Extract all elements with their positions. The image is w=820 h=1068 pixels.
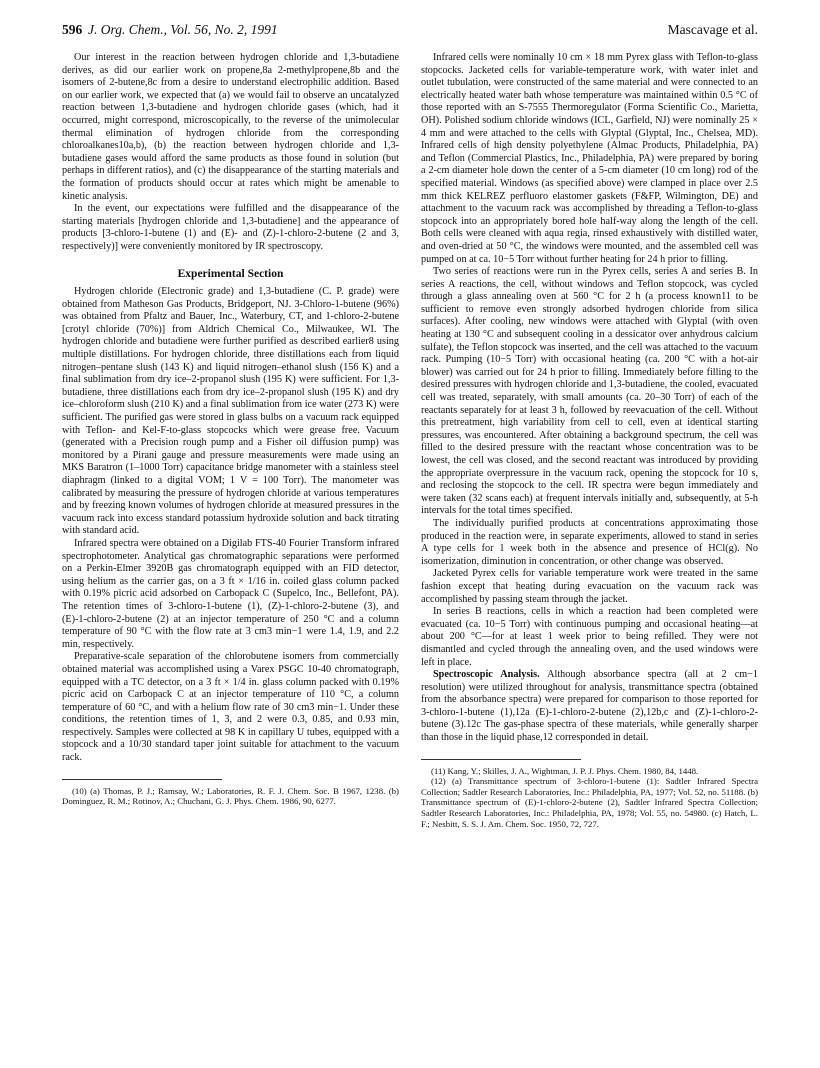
- footnote-12: (12) (a) Transmittance spectrum of 3-chloro-1-butene (1): Sadtler Infrared Spectra Collection; Sadtler Research Laboratories, Inc.: Philadelphia, PA, 1977; Vol. 52, no. 51188. (b) Transmittance spectrum of (E)-1-chloro-2-butene (2), Sadtler Infrared Spectra Collection; Sadtler Research Laboratories, Inc.: Philadelphia, PA, 1978; Vol. 55, no. 54980. (c) Hatch, L. F.; Nesbitt, S. S. J. Am. Chem. Soc. 1950, 72, 727.: [421, 776, 758, 829]
- products-paragraph: The individually purified products at concentrations approximating those produced in the reaction were, in separate experiments, allowed to stand in series A type cells for 1 week both in the absence and presence of HCl(g). No isomerization, diminution in concentration, or other change was observed.: [421, 517, 758, 567]
- experimental-paragraph-3: Preparative-scale separation of the chlorobutene isomers from commercially obtained material was accomplished using a Varex PSGC 10-40 chromatograph, equipped with a TC detector, on a 3 ft × 1/4 in. glass column packed with 0.19% picric acid on Carbopack C at an injector temperature of 110 °C, a column temperature of 60 °C, and with a helium flow rate of 30 cm3 min−1. Under these conditions, the retention times of 1, 3, and 2 were 0.3, 0.85, and 0.93 min, respectively. Samples were collected at 98 K in capillary U tubes, equipped with a stopcock and a 10/30 standard taper joint suitable for attachment to the vacuum rack.: [62, 651, 399, 764]
- intro-paragraph-2: In the event, our expectations were fulfilled and the disappearance of the starting materials [hydrogen chloride and 1,3-butadiene] and the appearance of products [3-chloro-1-butene (1) and (E)- and (Z)-1-chloro-2-butene (2 and 3, respectively)] were conveniently monitored by IR spectroscopy.: [62, 203, 399, 252]
- series-b-paragraph: In series B reactions, cells in which a reaction had been completed were evacuated (ca. 10−5 Torr) with continuous pumping and occasional heating—at about 200 °C—for at least 1 week prior to being refilled. They were not dismantled and cycled through the annealing oven, and the used windows were left in place.: [421, 606, 758, 668]
- experimental-paragraph-2: Infrared spectra were obtained on a Digilab FTS-40 Fourier Transform infrared spectrophotometer. Analytical gas chromatographic separations were performed on a Perkin-Elmer 3920B gas chromatograph equipped with an FID detector, using helium as the carrier gas, on a 3 ft × 1/16 in. coiled glass column packed with 0.19% picric acid adsorbed on Carbopack C (Supelco, Inc., Bellefont, PA). The retention times of 3-chloro-1-butene (1), (Z)-1-chloro-2-butene (3), and (E)-1-chloro-2-butene (2) at an injector temperature of 250 °C and a column temperature of 90 °C with the flow rate at 3 cm3 min−1 were 1.4, 1.9, and 2.2 min, respectively.: [62, 537, 399, 650]
- page-number: 596: [62, 22, 83, 37]
- section-heading: Experimental Section: [177, 267, 284, 280]
- footnote-rule: [421, 759, 581, 760]
- series-paragraph: Two series of reactions were run in the Pyrex cells, series A and series B. In series A reactions, the cell, without windows and Teflon stopcock, was cycled through a glass annealing oven at 560 °C for 2 h (a process known11 to be sufficient to remove even strongly adsorbed hydrogen chloride from silica surfaces). After cooling, new windows were attached with Glyptal (with oven heating at 130 °C and subsequent cooling in a dessicator over anhydrous calcium sulfate), the Teflon stopcock was inserted, and the cell was attached to the vacuum rack. Pumping (10−5 Torr) with occasional heating (ca. 200 °C with a hot-air blower) was carried out for 24 h prior to filling. Immediately before filling to the desired pressures with hydrogen chloride and 1,3-butadiene, the cooled, evacuated cell was treated, separately, with small amounts (ca. 20–30 Torr) of each of the reactants separately for at least 3 h, followed by reevacuation of the cell. Without this pretreatment, high variability from cell to cell, even at identical starting pressures, was encountered. After obtaining a background spectrum, the cell was filled to the desired pressure with the reactant whose concentration was to be lowest, the cell was closed, and the second reactant was introduced by providing the appropriate overpressure in the vacuum rack, opening the stopcock for 10 s, and reclosing the stopcock to the cell. IR spectra were begun immediately and were taken (32 scans each) at frequent intervals initially and, subsequently, at 5-h intervals for the total times specified.: [421, 266, 758, 517]
- footnote-10: (10) (a) Thomas, P. J.; Ramsay, W.; Laboratories, R. F. J. Chem. Soc. B 1967, 1238. (b) Dominguez, R. M.; Rotinov, A.; Chuchani, G. J. Phys. Chem. 1986, 90, 6277.: [62, 785, 399, 807]
- right-column: [421, 52, 758, 829]
- spectroscopic-text: Although absorbance spectra (all at 2 cm−1 resolution) were utilized throughout for analysis, transmittance spectra (obtained from the absorbance spectra) were prepared for comparison to those reported for 3-chloro-1-butene (1),12a (E)-1-chloro-2-butene (2),12b,c and (Z)-1-chloro-2-butene (3).12c The gas-phase spectra of these materials, while generally sharper than those in the liquid phase,12 corresponded in detail.: [421, 669, 758, 744]
- journal-citation: J. Org. Chem., Vol. 56, No. 2, 1991: [88, 22, 278, 37]
- run-in-heading: Spectroscopic Analysis.: [433, 669, 540, 681]
- cells-paragraph: Infrared cells were nominally 10 cm × 18 mm Pyrex glass with Teflon-to-glass stopcocks. Jacketed cells for variable-temperature work, with water inlet and outlet tubulation, were constructed of the same material and were connected to an electrically heated water bath whose temperature was maintained within 0.5 °C of those reported with an S-7555 Thermoregulator (Forma Scientific Co., Marietta, OH). Polished sodium chloride windows (ICL, Garfield, NJ) were nominally 25 × 4 mm and were attached to the cells with Glyptal (Glyptal, Inc., Chelsea, MD). Infrared cells of high density polyethylene (Almac Products, Philadelphia, PA) and Teflon (Commercial Plastics, Inc., Philadelphia, PA) were prepared by boring a 2-cm diameter hole down the center of a 5-cm diameter (10 cm long) rod of the specified material. Windows (as specified above) were clamped in place over 2.5 mm thick KELREZ perfluoro elastomer gaskets (F&FP, Wilmington, DE) and attachment to the vacuum rack was accomplished by threading a Teflon-to-glass stopcock into an appropriately bored hole half-way along the length of the cell. Both cells were cleaned with aqua regia, rinsed exhaustively with distilled water, and oven-dried at 50 °C, the windows were mounted, and the assembled cell was pumped on at ca. 10−5 Torr without further heating for 24 h prior to filling.: [421, 52, 758, 265]
- footnote-rule: [62, 779, 222, 780]
- intro-paragraph-1: Our interest in the reaction between hydrogen chloride and 1,3-butadiene derives, as did our earlier work on propene,8a 2-methylpropene,8b and the isomers of 2-butene,8c from a desire to understand electrophilic addition. Based on our earlier work, we expected that (a) we would fail to observe an uncatalyzed reaction between 1,3-butadiene and hydrogen chloride gases (which, had it occurred, might correspond, microscopically, to the reverse of the unimolecular thermal elimination of hydrogen chloride from the corresponding chloroalkanes10a,b), (b) the reaction between hydrogen chloride and 1,3-butadiene gases would afford the same products as those found in solution (but perhaps in different ratios), and (c) the disappearance of the starting materials and the formation of products should occur at rates which might be amenable to kinetic analysis.: [62, 52, 399, 202]
- jacketed-cells-paragraph: Jacketed Pyrex cells for variable temperature work were treated in the same fashion except that heating during evacuation on the vacuum rack was accomplished by passing steam through the jacket.: [421, 568, 758, 605]
- left-column: [62, 52, 399, 807]
- running-authors: Mascavage et al.: [667, 22, 758, 37]
- page-header: [62, 22, 758, 42]
- spectroscopic-analysis-paragraph: [421, 669, 758, 745]
- footnote-11: (11) Kang, Y.; Skilles, J. A., Wightman, J. P. J. Phys. Chem. 1980, 84, 1448.: [431, 765, 699, 776]
- experimental-paragraph-1: Hydrogen chloride (Electronic grade) and 1,3-butadiene (C. P. grade) were obtained from Matheson Gas Products, Bridgeport, NJ. 3-Chloro-1-butene (96%) was obtained from Pfaltz and Bauer, Inc., Waterbury, CT, and 1-chloro-2-butene [crotyl chloride (70%)] from Aldrich Chemical Co., Milwaukee, WI. The hydrogen chloride and butadiene were further purified as described earlier8 using multiple distillations. For hydrogen chloride, three distillations each from liquid nitrogen–pentane slush (143 K) and liquid nitrogen–ethanol slush (156 K) and a final sublimation from dry ice–2-propanol slush (195 K) were sufficient. For 1,3-butadiene, three distillations each from dry ice–2-propanol slush (195 K) and dry ice–chloroform slush (210 K) and a final sublimation from ice water (273 K) were sufficient. The purified gas were stored in glass bulbs on a vacuum rack equipped with Teflon- and Kel-F-to-glass stopcocks which were grease free. Vacuum (generated with a Precision rough pump and a Fisher oil diffusion pump) was monitored by a Pirani gauge and pressure measurements were made using an MKS Baratron (1–1000 Torr) capacitance bridge manometer with a stainless steel diaphragm (linked to a digital VOM; 1 V = 100 Torr). The manometer was calibrated by measuring the pressure of hydrogen chloride at various temperatures and by freezing known volumes of hydrogen chloride at measured pressures in the vacuum rack into excess standard potassium hydroxide solution and back titrating with standard acid.: [62, 286, 399, 537]
